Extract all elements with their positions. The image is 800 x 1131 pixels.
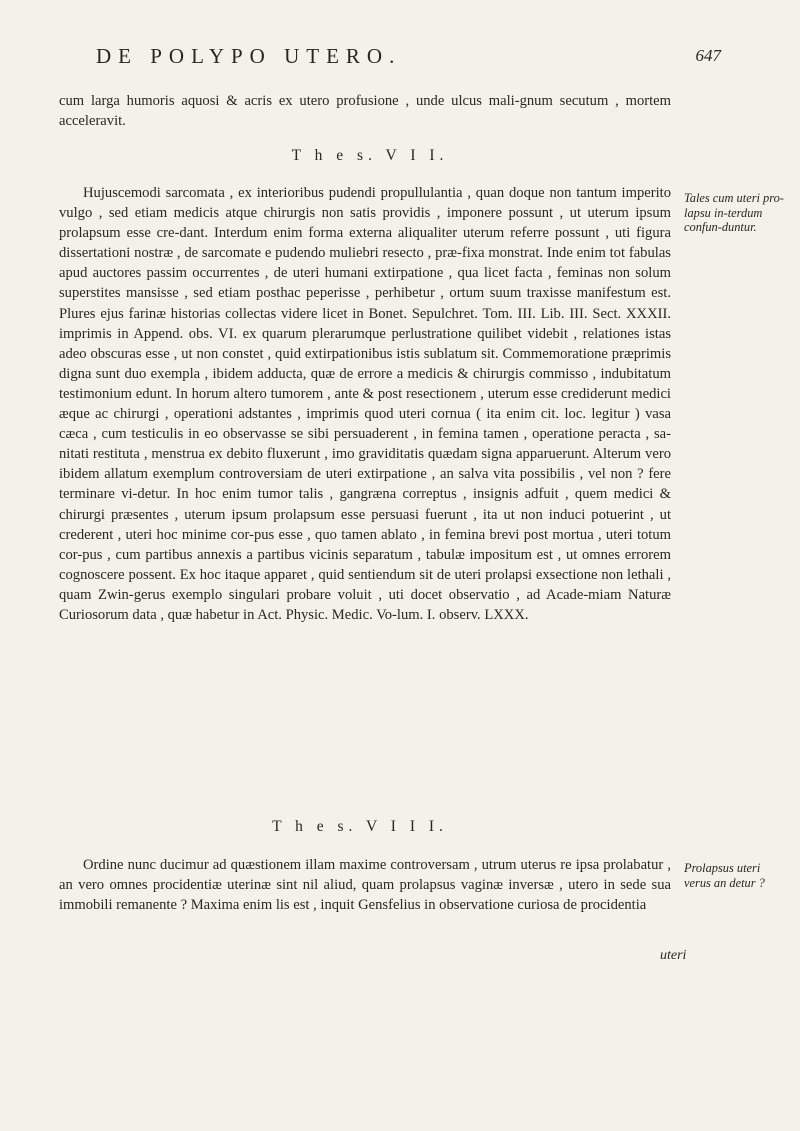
thesis-7-paragraph: Hujuscemodi sarcomata , ex interioribus pudendi propullulantia , quan doque non tantum imperito vulgo , sed etiam medicis atque chirurgis non satis providis , imponere possunt , ut uterum ipsum prolapsum esse cre-dant. Interdum enim forma externa aliqualiter uterum referre possunt , uti figura dissertationi nostræ , de sarcomate e pudendo muliebri resecto , præ-fixa monstrat. Inde enim tot fabulas apud auctores passim occurrentes , de uteri humani extirpatione , qua licet facta , feminas non solum superstites mansisse , sed etiam posthac peperisse , perhibetur , ortum suum traxisse manifestum est. Plures ejus farinæ historias collectas videre licet in Bonet. Sepulchret. Tom. III. Lib. III. Sect. XXXII. imprimis in Append. obs. VI. ex quarum plerarumque perlustratione quilibet videbit , relationes istas adeo obscuras esse , ut non constet , quid extirpationibus istis sublatum sit. Commemoratione præprimis digna sunt duo exempla , ibidem adducta, quæ de errore a medicis & chirurgis commisso , indubitatum testimonium edunt. In horum altero tumorem , ante & post resectionem , uterum esse crediderunt medici æque ac chirurgi , operationi adstantes , imprimis quod uteri cornua ( ita enim cit. loc. legitur ) vasa cæca , cum testiculis in eo observasse se sibi persuaderent , in femina tamen , operatione peracta , sa-nitati restituta , menstrua ex debito fluxerunt , imo graviditatis quædam signa apparuerunt. Alterum vero ibidem allatum exemplum controversiam de uteri extirpatione , an salva vita possibilis , vel non ? fere terminare vi-detur. In hoc enim tumor talis , gangræna correptus , insignis adfuit , quem medici & chirurgi præsentes , uterum ipsum prolapsum esse persuasi fuerunt , ita ut non induci potuerint , ut crederent , uteri hoc minime cor-pus esse , quo tamen ablato , in femina brevi post mortua , uteri totum cor-pus , cum partibus annexis a partibus vicinis separatum , tabulæ impositum est , ut omnes errorem cognoscere possent. Ex hoc itaque apparet , quid sentiendum sit de uteri prolapsi exsectione non lethali , quam Zwin-gerus exemplo singulari probare voluit , uti docet observatio , ad Acade-miam Naturæ Curiosorum data , quæ habetur in Act. Physic. Medic. Vo-lum. I. observ. LXXX.: [59, 185, 671, 623]
intro-paragraph: [59, 91, 671, 131]
catchword: uteri: [660, 948, 687, 963]
thesis-7-body: [59, 183, 671, 625]
thesis-8-body: [59, 855, 671, 915]
page-header: [96, 44, 721, 76]
margin-note-thesis-7: Tales cum uteri pro-lapsu in-terdum confun-duntur.: [684, 191, 784, 235]
intro-text: cum larga humoris aquosi & acris ex utero profusione , unde ulcus mali-gnum secutum , mortem acceleravit.: [59, 93, 671, 130]
thesis-8-paragraph: Ordine nunc ducimur ad quæstionem illam maxime controversam , utrum uterus re ipsa prolabatur , an vero omnes procidentiæ uterinæ sint nil aliud, quam prolapsus vaginæ inversæ , utero in sede sua immobili remanente ? Maxima enim lis est , inquit Gensfelius in observatione curiosa de procidentia: [59, 857, 671, 914]
margin-note-thesis-8: Prolapsus uteri verus an detur ?: [684, 861, 765, 890]
thesis-7-heading: T h e s. V I I.: [291, 147, 449, 164]
thesis-8-heading: T h e s. V I I I.: [272, 818, 448, 835]
running-head: DE POLYPO UTERO.: [96, 44, 402, 68]
page-number: 647: [695, 46, 721, 65]
